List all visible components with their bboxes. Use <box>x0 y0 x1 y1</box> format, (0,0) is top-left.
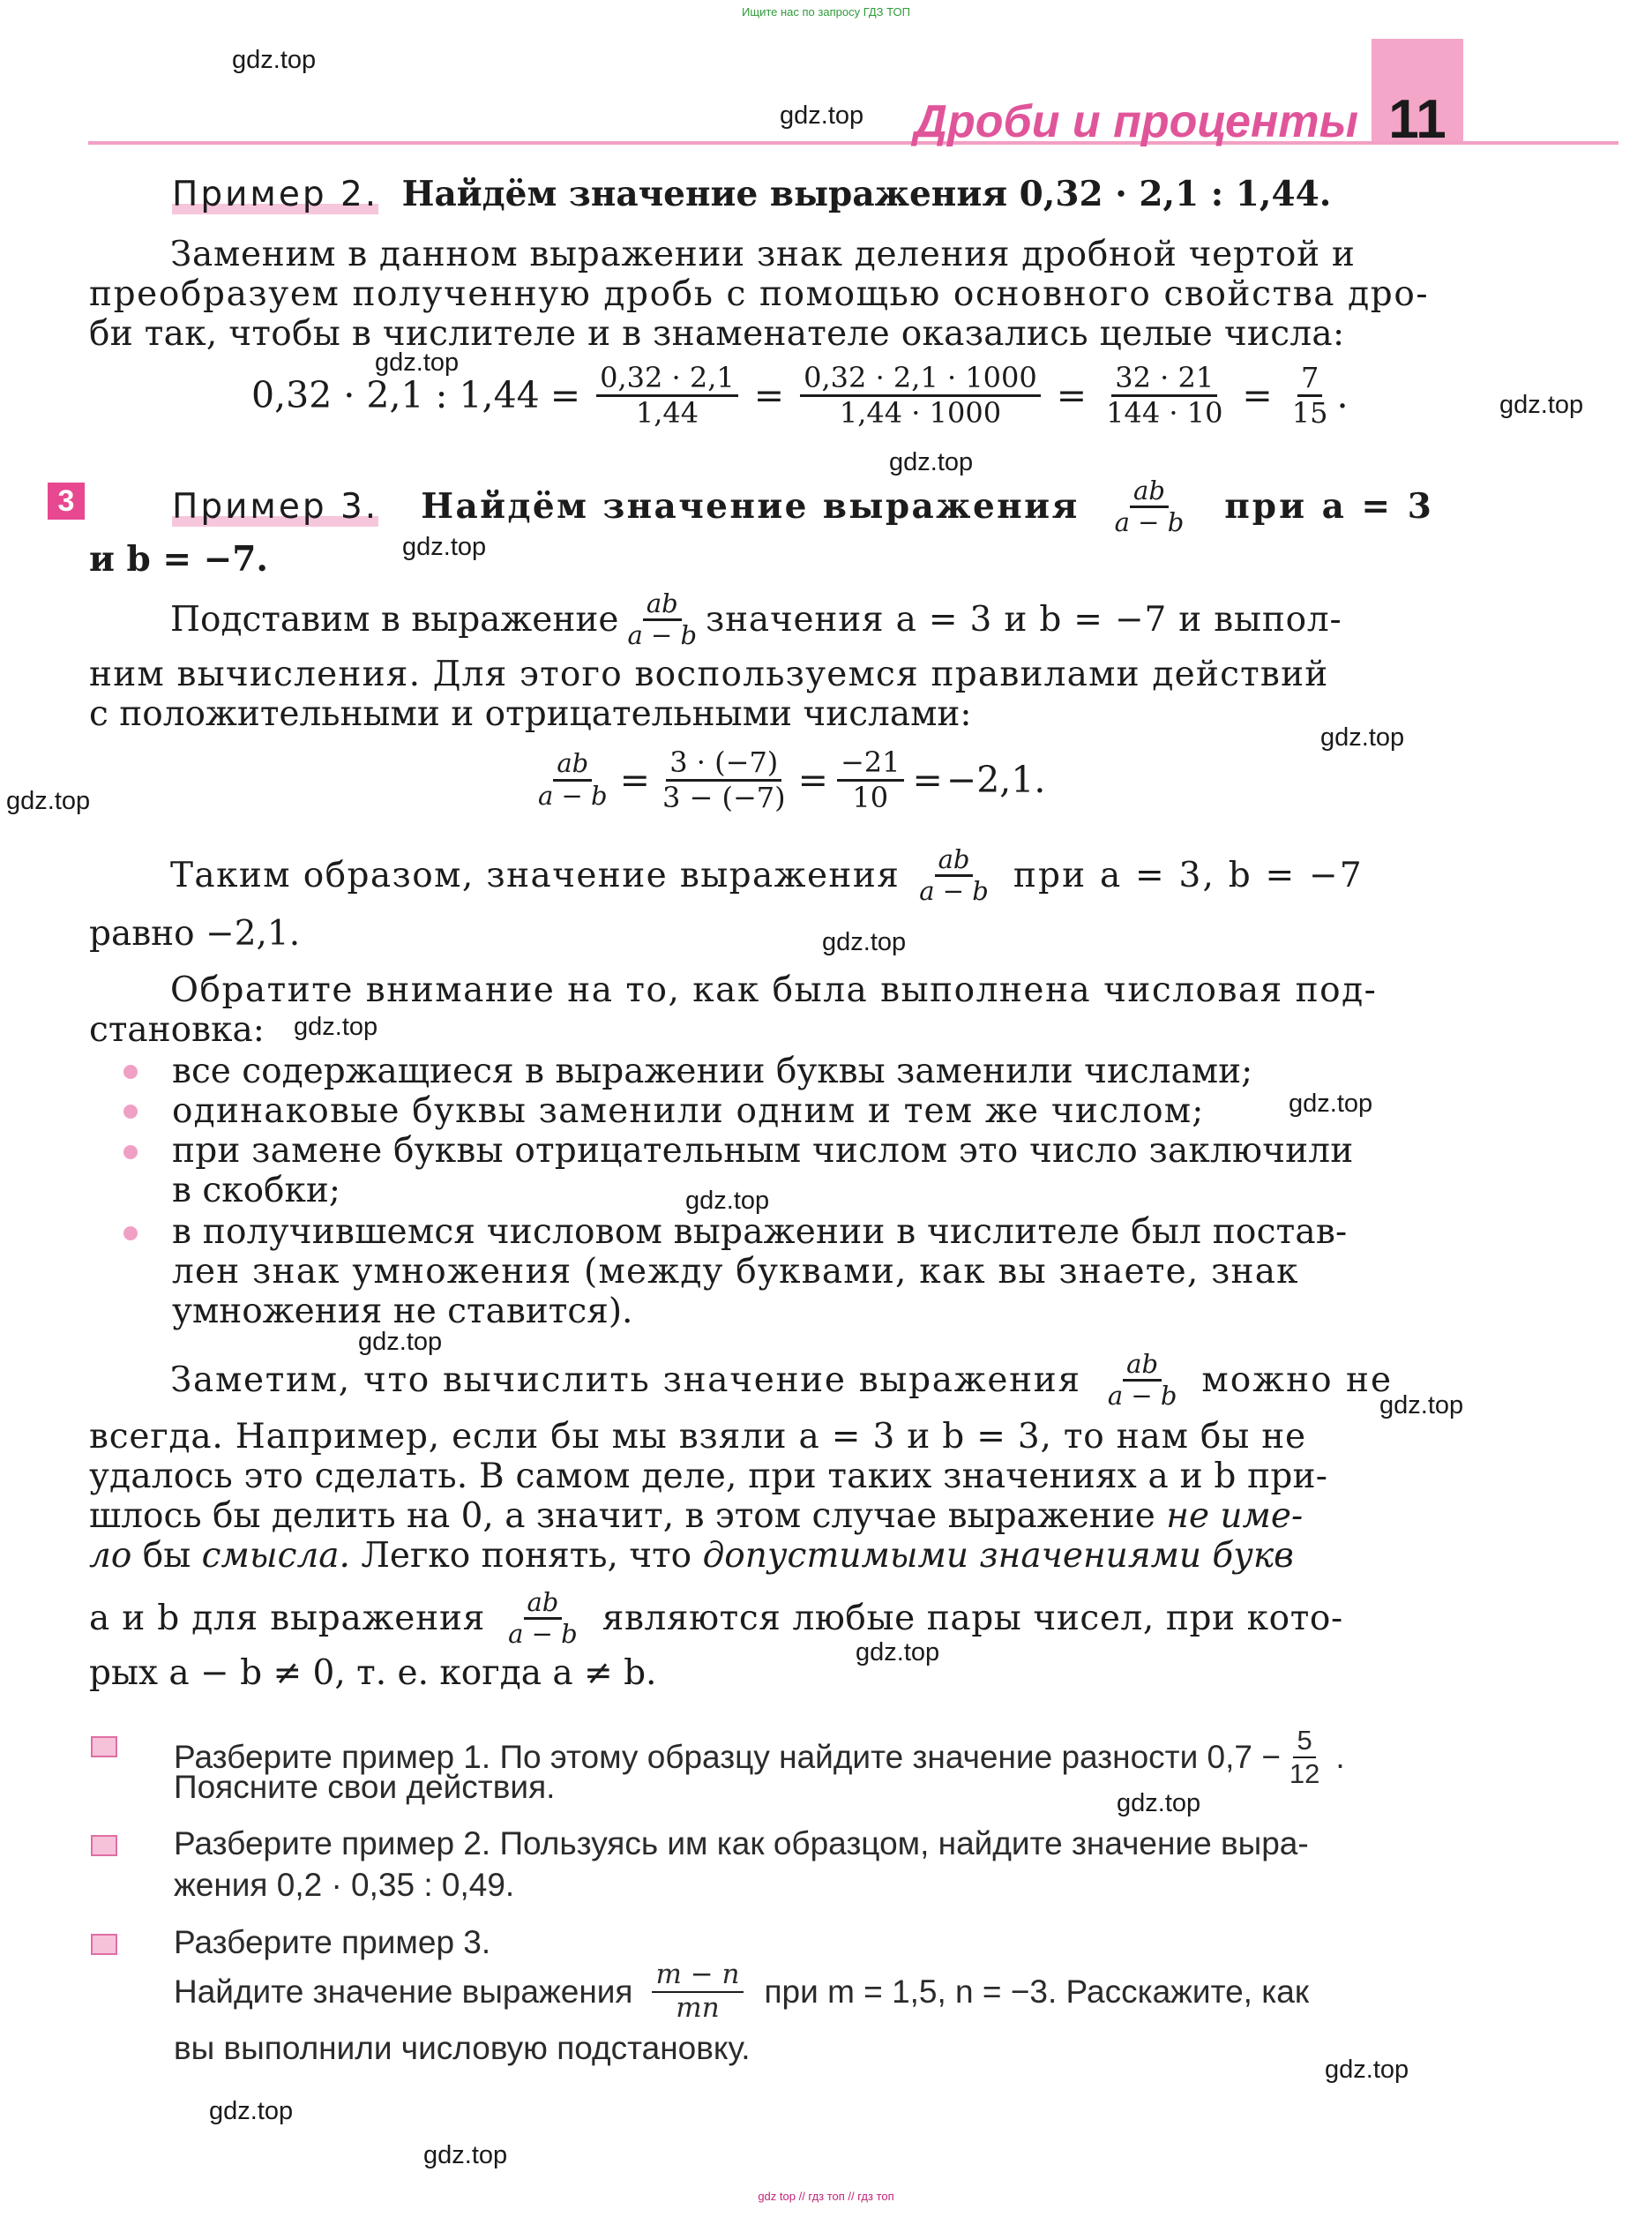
chapter-title: Дроби и проценты <box>914 96 1358 147</box>
task-item: Найдите значение выражения $\frac{m - n}{mn}$ при m = 1,5, n = −3. Расскажите, как <box>174 1959 1310 2024</box>
fraction: $\frac{-21}{10}$ <box>837 746 904 814</box>
task-marker-icon <box>91 1835 117 1856</box>
example3-heading: Пример 3. Найдём значение выражения $\frac{ab}{a - b}$ при a = 3 <box>172 476 1434 538</box>
task-item: Поясните свои действия. <box>174 1769 556 1805</box>
fraction: $\frac{0,32 \cdot 2,1 \cdot 1000}{1,44 \cdot 1000}$ <box>800 362 1041 430</box>
section-number-badge: 3 <box>48 483 85 520</box>
list-item: умножения не ставится). <box>172 1292 633 1331</box>
task-item: жения 0,2 · 0,35 : 0,49. <box>174 1867 515 1903</box>
watermark: gdz.top <box>402 533 487 561</box>
watermark: gdz.top <box>1325 2056 1409 2084</box>
watermark: gdz.top <box>232 46 317 74</box>
bullet-icon <box>123 1105 138 1119</box>
page-number: 11 <box>1388 89 1446 150</box>
formula-lhs: 0,32 · 2,1 : 1,44 <box>251 374 540 417</box>
bullet-icon <box>123 1145 138 1159</box>
fraction-ab: $\frac{ab}{a - b}$ <box>538 748 608 811</box>
watermark: gdz.top <box>358 1328 443 1356</box>
list-item: при замене буквы отрицательным числом это число заключили <box>172 1131 1354 1171</box>
paragraph-line: Таким образом, значение выражения $\frac{ab}{a - b}$ при a = 3, b = −7 <box>170 844 1364 907</box>
watermark: gdz.top <box>780 101 864 130</box>
list-item: все содержащиеся в выражении буквы заменили числами; <box>172 1052 1253 1091</box>
watermark: gdz.top <box>6 787 91 815</box>
fraction: $\frac{0,32 \cdot 2,1}{1,44}$ <box>596 362 738 430</box>
task-marker-icon <box>91 1736 117 1757</box>
paragraph-line: Заметим, что вычислить значение выражения $\frac{ab}{a - b}$ можно не <box>170 1349 1394 1412</box>
paragraph-line: ло бы смысла. Легко понять, что допустимыми значениями букв <box>89 1536 1294 1576</box>
paragraph-line: и b = −7. <box>89 539 268 580</box>
fraction-ab: $\frac{ab}{a - b}$ <box>1114 476 1185 538</box>
watermark: gdz.top <box>1499 391 1584 419</box>
paragraph-line: шлось бы делить на 0, а значит, в этом случае выражение не име- <box>89 1496 1304 1536</box>
task-item: Разберите пример 2. Пользуясь им как образцом, найдите значение выра- <box>174 1825 1309 1861</box>
paragraph-line: удалось это сделать. В самом деле, при таких значениях a и b при- <box>89 1457 1328 1496</box>
watermark: gdz.top <box>856 1638 940 1666</box>
paragraph-line: с положительными и отрицательными числами: <box>89 694 972 734</box>
paragraph-line: Подставим в выражение $\frac{ab}{a - b}$ значения a = 3 и b = −7 и выпол- <box>170 588 1342 651</box>
fraction-ab: $\frac{ab}{a - b}$ <box>1107 1349 1177 1412</box>
list-item: одинаковые буквы заменили одним и тем же числом; <box>172 1091 1205 1131</box>
fraction-ab: $\frac{ab}{a - b}$ <box>627 588 698 651</box>
watermark: gdz.top <box>1379 1391 1464 1419</box>
fraction: $\frac{3 \cdot (-7)}{3 - (-7)}$ <box>662 745 786 814</box>
watermark: gdz.top <box>1289 1090 1373 1118</box>
list-item: лен знак умножения (между буквами, как вы знаете, знак <box>172 1252 1299 1292</box>
watermark: gdz.top <box>822 928 907 956</box>
paragraph-line: становка: <box>89 1010 265 1050</box>
watermark: gdz.top <box>1320 723 1405 752</box>
paragraph-line: би так, чтобы в числителе и в знаменателе оказались целые числа: <box>89 314 1345 354</box>
fraction: $\frac{32 \cdot 21}{144 \cdot 10}$ <box>1106 361 1223 430</box>
watermark: gdz.top <box>375 348 460 377</box>
example2-task: Найдём значение выражения 0,32 · 2,1 : 1,44. <box>401 174 1332 214</box>
paragraph-line: рых a − b ≠ 0, т. е. когда a ≠ b. <box>89 1653 657 1693</box>
example3-calculation: $\frac{ab}{a - b}$ = $\frac{3 \cdot (-7)}{3 - (-7)}$ = $\frac{-21}{10}$ = −2,1. <box>529 746 1045 814</box>
fraction: $\frac{7}{15}$ <box>1291 361 1328 430</box>
fraction: $\frac{m - n}{mn}$ <box>652 1959 743 2024</box>
fraction-ab: $\frac{ab}{a - b}$ <box>919 844 989 907</box>
bottom-note: gdz top // гдз топ // гдз топ <box>758 2190 894 2203</box>
example2-label: Пример 2. <box>172 175 379 214</box>
example2-heading <box>172 175 1331 214</box>
watermark: gdz.top <box>685 1187 770 1215</box>
bullet-icon <box>123 1226 138 1240</box>
task-item: Разберите пример 3. <box>174 1924 491 1960</box>
fraction-ab: $\frac{ab}{a - b}$ <box>508 1587 578 1650</box>
example3-label: Пример 3. <box>172 487 379 528</box>
paragraph-line: Обратите внимание на то, как была выполнена числовая под- <box>170 970 1378 1010</box>
paragraph-line: a и b для выражения $\frac{ab}{a - b}$ являются любые пары чисел, при кото- <box>89 1587 1343 1650</box>
bullet-icon <box>123 1065 138 1079</box>
example2-formula: 0,32 · 2,1 : 1,44 = $\frac{0,32 \cdot 2,1}{1,44}$ = $\frac{0,32 \cdot 2,1 \cdot 1000}{1,44 \cdot 1000}$ = $\frac{32 \cdot 21}{144 \cdot 10}$ = $\frac{7}{15}$ . <box>251 361 1349 430</box>
watermark: gdz.top <box>209 2097 294 2125</box>
task-item: вы выполнили числовую подстановку. <box>174 2030 751 2066</box>
watermark: gdz.top <box>294 1013 378 1041</box>
paragraph-line: всегда. Например, если бы мы взяли a = 3 и b = 3, то нам бы не <box>89 1417 1306 1457</box>
watermark: gdz.top <box>423 2141 508 2169</box>
task-item: Разберите пример 1. По этому образцу найдите значение разности 0,7 − $\frac{5}{12}$ . <box>174 1725 1345 1789</box>
top-note: Ищите нас по запросу ГДЗ ТОП <box>742 5 910 19</box>
fraction: $\frac{5}{12}$ <box>1289 1725 1320 1789</box>
paragraph-line: Заменим в данном выражении знак деления дробной чертой и <box>170 235 1356 274</box>
paragraph-line: преобразуем полученную дробь с помощью основного свойства дро- <box>89 274 1430 314</box>
list-item: в скобки; <box>172 1171 341 1210</box>
paragraph-line: ним вычисления. Для этого воспользуемся правилами действий <box>89 655 1329 694</box>
paragraph-line: равно −2,1. <box>89 914 301 954</box>
watermark: gdz.top <box>1117 1789 1201 1817</box>
task-marker-icon <box>91 1934 117 1955</box>
list-item: в получившемся числовом выражении в числителе был постав- <box>172 1212 1348 1252</box>
watermark: gdz.top <box>889 448 974 476</box>
